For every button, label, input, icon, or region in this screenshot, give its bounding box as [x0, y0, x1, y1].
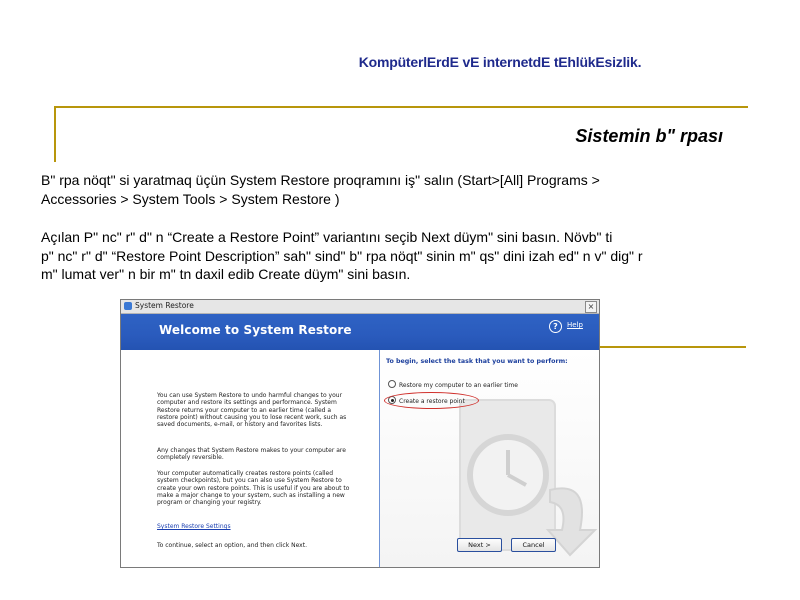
system-restore-screenshot — [120, 299, 600, 568]
instruction-paragraph-2 — [41, 228, 741, 284]
instruction-paragraph-1 — [41, 171, 741, 208]
reversible-text: Any changes that System Restore makes to your computer are completely reversible. — [157, 447, 346, 462]
help-link[interactable]: Help — [567, 321, 583, 329]
highlight-ellipse — [384, 392, 479, 409]
left-divider-line — [54, 106, 56, 162]
next-button[interactable]: Next > — [457, 538, 502, 552]
paragraph-1-line-2: Accessories > System Tools > System Restore ) — [41, 190, 340, 207]
banner-title: Welcome to System Restore — [159, 323, 352, 337]
paragraph-2-line-2: p" nc" r" d" “Restore Point Description” sah" sind" b" rpa nöqt" sinin m" qs" dini izah ed" n v" dig" r — [41, 247, 643, 264]
task-pane — [380, 350, 599, 567]
create-restore-point-label: Create a restore point — [399, 398, 465, 405]
window-title: System Restore — [135, 301, 194, 310]
restore-earlier-radio[interactable] — [388, 380, 396, 388]
section-title: Sistemin b" rpası — [575, 126, 723, 146]
welcome-banner — [121, 314, 599, 350]
help-icon[interactable]: ? — [549, 320, 562, 333]
task-prompt: To begin, select the task that you want to perform: — [386, 358, 568, 365]
window-titlebar — [121, 300, 599, 314]
close-icon[interactable]: × — [585, 301, 597, 313]
cancel-button[interactable]: Cancel — [511, 538, 556, 552]
checkpoints-text: Your computer automatically creates restore points (called system checkpoints), but you can also use System Restore to create your own restore points. This is useful if you are about to make a major change to your system, such as installing a new program or changing your registry. — [157, 470, 350, 507]
system-restore-icon — [124, 302, 132, 310]
paragraph-2-line-1: Açılan P" nc" r" d" n “Create a Restore Point” variantını seçib Next düym" sini basın. Növb" ti — [41, 229, 613, 245]
restore-earlier-label: Restore my computer to an earlier time — [399, 382, 518, 389]
continue-instruction: To continue, select an option, and then click Next. — [157, 542, 307, 549]
restore-settings-link[interactable]: System Restore Settings — [157, 523, 231, 530]
restore-earlier-option[interactable] — [388, 380, 518, 389]
slide-header-title: KompüterlЕrdЕ vЕ internetdЕ tЕhlükЕsizlik. — [358, 54, 642, 70]
paragraph-2-line-3: m" lumat ver" n bir m" tn daxil edib Create düym" sini basın. — [41, 266, 411, 282]
paragraph-1-line-1: B" rpa nöqt" si yaratmaq üçün System Restore proqramını iş" salın (Start>[All] Programs > — [41, 172, 600, 188]
right-divider-line — [598, 346, 746, 348]
intro-text: You can use System Restore to undo harmful changes to your computer and restore its settings and performance. System Restore returns your computer to an earlier time (called a restore point) without causing you to lose recent work, such as saved documents, e-mail, or history and favorites lists. — [157, 392, 347, 429]
top-divider-line — [54, 106, 748, 108]
description-pane — [121, 350, 379, 567]
slide-header — [0, 54, 800, 70]
